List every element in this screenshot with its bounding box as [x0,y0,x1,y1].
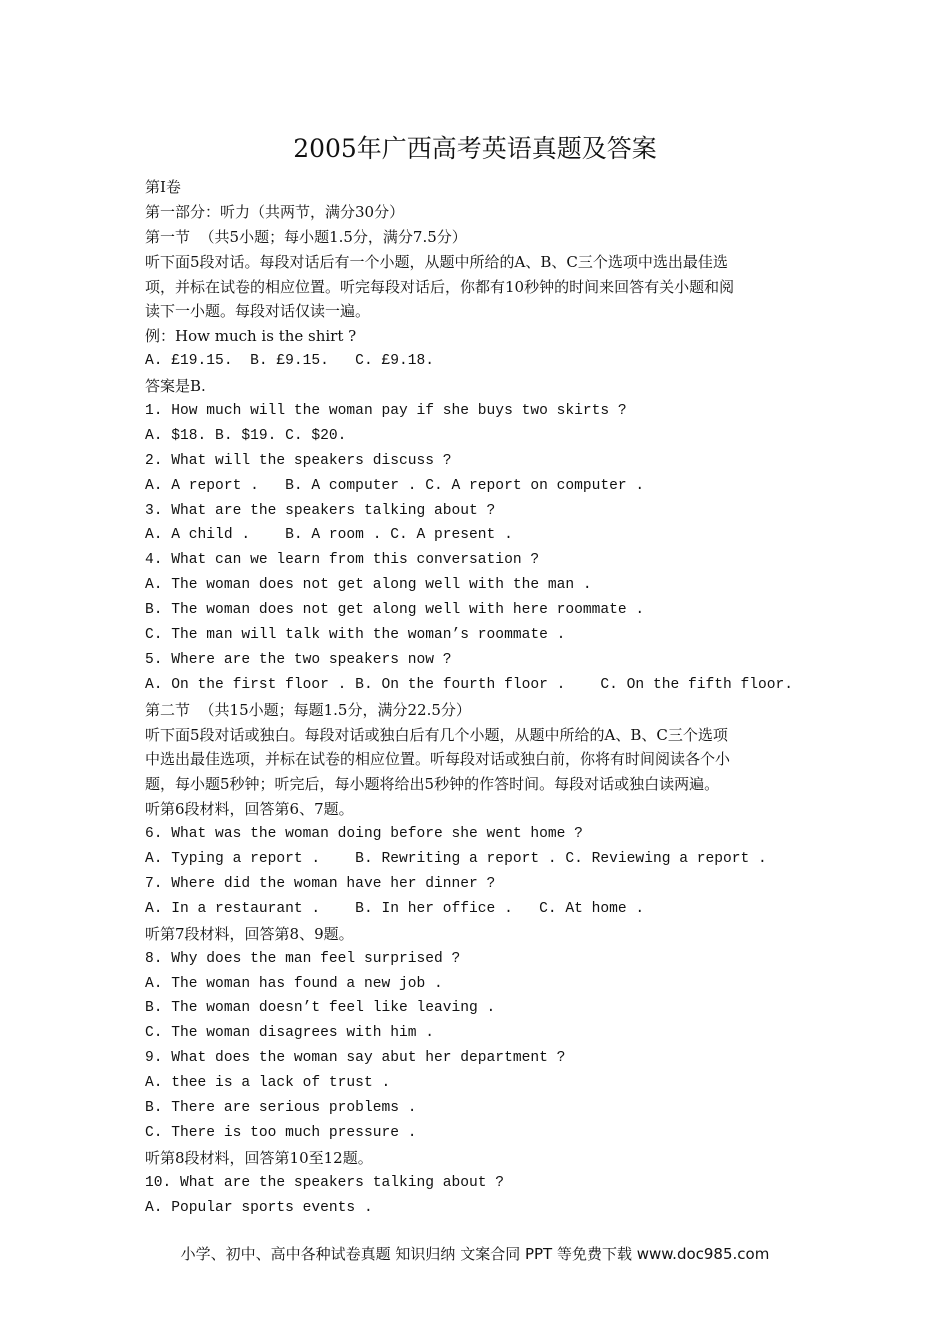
text-line: B. The woman does not get along well with here roommate . [145,602,645,619]
text-line: 6. What was the woman doing before she went home ? [145,826,583,843]
text-line: A. thee is a lack of trust . [145,1075,391,1092]
text-line: 2. What will the speakers discuss ? [145,452,452,469]
text-line: 4. What can we learn from this conversation ? [145,552,540,569]
text-line: A. Typing a report . B. Rewriting a report . C. Reviewing a report . [145,851,767,868]
text-line: 1. How much will the woman pay if she buys two skirts ? [145,403,627,420]
text-line: C. The woman disagrees with him . [145,1025,435,1042]
text-line: A. The woman has found a new job . [145,975,443,992]
text-line: A. $18. B. $19. C. $20. [145,427,347,444]
text-line: B. The woman doesn’t feel like leaving . [145,1000,496,1017]
text-line: B. There are serious problems . [145,1099,417,1116]
document-body [145,175,817,1220]
text-line: A. Popular sports events . [145,1199,373,1216]
text-line: 题，每小题5秒钟；听完后，每小题将给出5秒钟的作答时间。每段对话或独白读两遍。 [145,775,720,794]
text-line: 10. What are the speakers talking about ? [145,1174,505,1191]
text-line: 项，并标在试卷的相应位置。听完每段对话后，你都有10秒钟的时间来回答有关小题和阅 [145,277,735,296]
text-line: 第二节 （共15小题；每题1.5分，满分22.5分） [145,700,471,719]
text-line: 9. What does the woman say abut her department ? [145,1050,566,1067]
text-line: 听第6段材料，回答第6、7题。 [145,800,354,819]
text-line: 第Ⅰ卷 [145,178,181,196]
text-line: 8. Why does the man feel surprised ? [145,950,461,967]
text-line: 读下一小题。每段对话仅读一遍。 [145,302,371,321]
text-line: A. On the first floor . B. On the fourth floor . C. On the fifth floor. [145,676,794,693]
text-line: 中选出最佳选项，并标在试卷的相应位置。听每段对话或独白前，你将有时间阅读各个小 [145,750,731,769]
text-line: A. A report . B. A computer . C. A report on computer . [145,477,645,494]
page-title: 2005年广西高考英语真题及答案 [293,134,657,163]
page-footer: 小学、初中、高中各种试卷真题 知识归纳 文案合同 PPT 等免费下载 www.doc985.com [180,1245,770,1263]
text-line: 第一节 （共5小题；每小题1.5分，满分7.5分） [145,227,467,246]
text-line: 听下面5段对话或独白。每段对话或独白后有几个小题，从题中所给的A、B、C三个选项 [145,725,728,744]
text-line: 例：How much is the shirt ? [145,327,357,346]
text-line: A. £19.15. B. £9.15. C. £9.18. [145,353,435,370]
text-line: A. In a restaurant . B. In her office . C. At home . [145,900,645,917]
text-line: 5. Where are the two speakers now ? [145,651,452,668]
text-line: C. The man will talk with the woman’s roommate . [145,627,566,644]
text-line: 听第8段材料，回答第10至12题。 [145,1148,373,1167]
text-line: 第一部分：听力（共两节，满分30分） [145,202,405,221]
text-line: C. There is too much pressure . [145,1124,417,1141]
text-line: 听第7段材料，回答第8、9题。 [145,924,354,943]
text-line: 答案是B. [145,377,206,396]
text-line: A. The woman does not get along well with the man . [145,577,592,594]
text-line: A. A child . B. A room . C. A present . [145,527,513,544]
text-line: 7. Where did the woman have her dinner ? [145,875,496,892]
text-line: 听下面5段对话。每段对话后有一个小题，从题中所给的A、B、C三个选项中选出最佳选 [145,252,728,271]
text-line: 3. What are the speakers talking about ? [145,502,496,519]
